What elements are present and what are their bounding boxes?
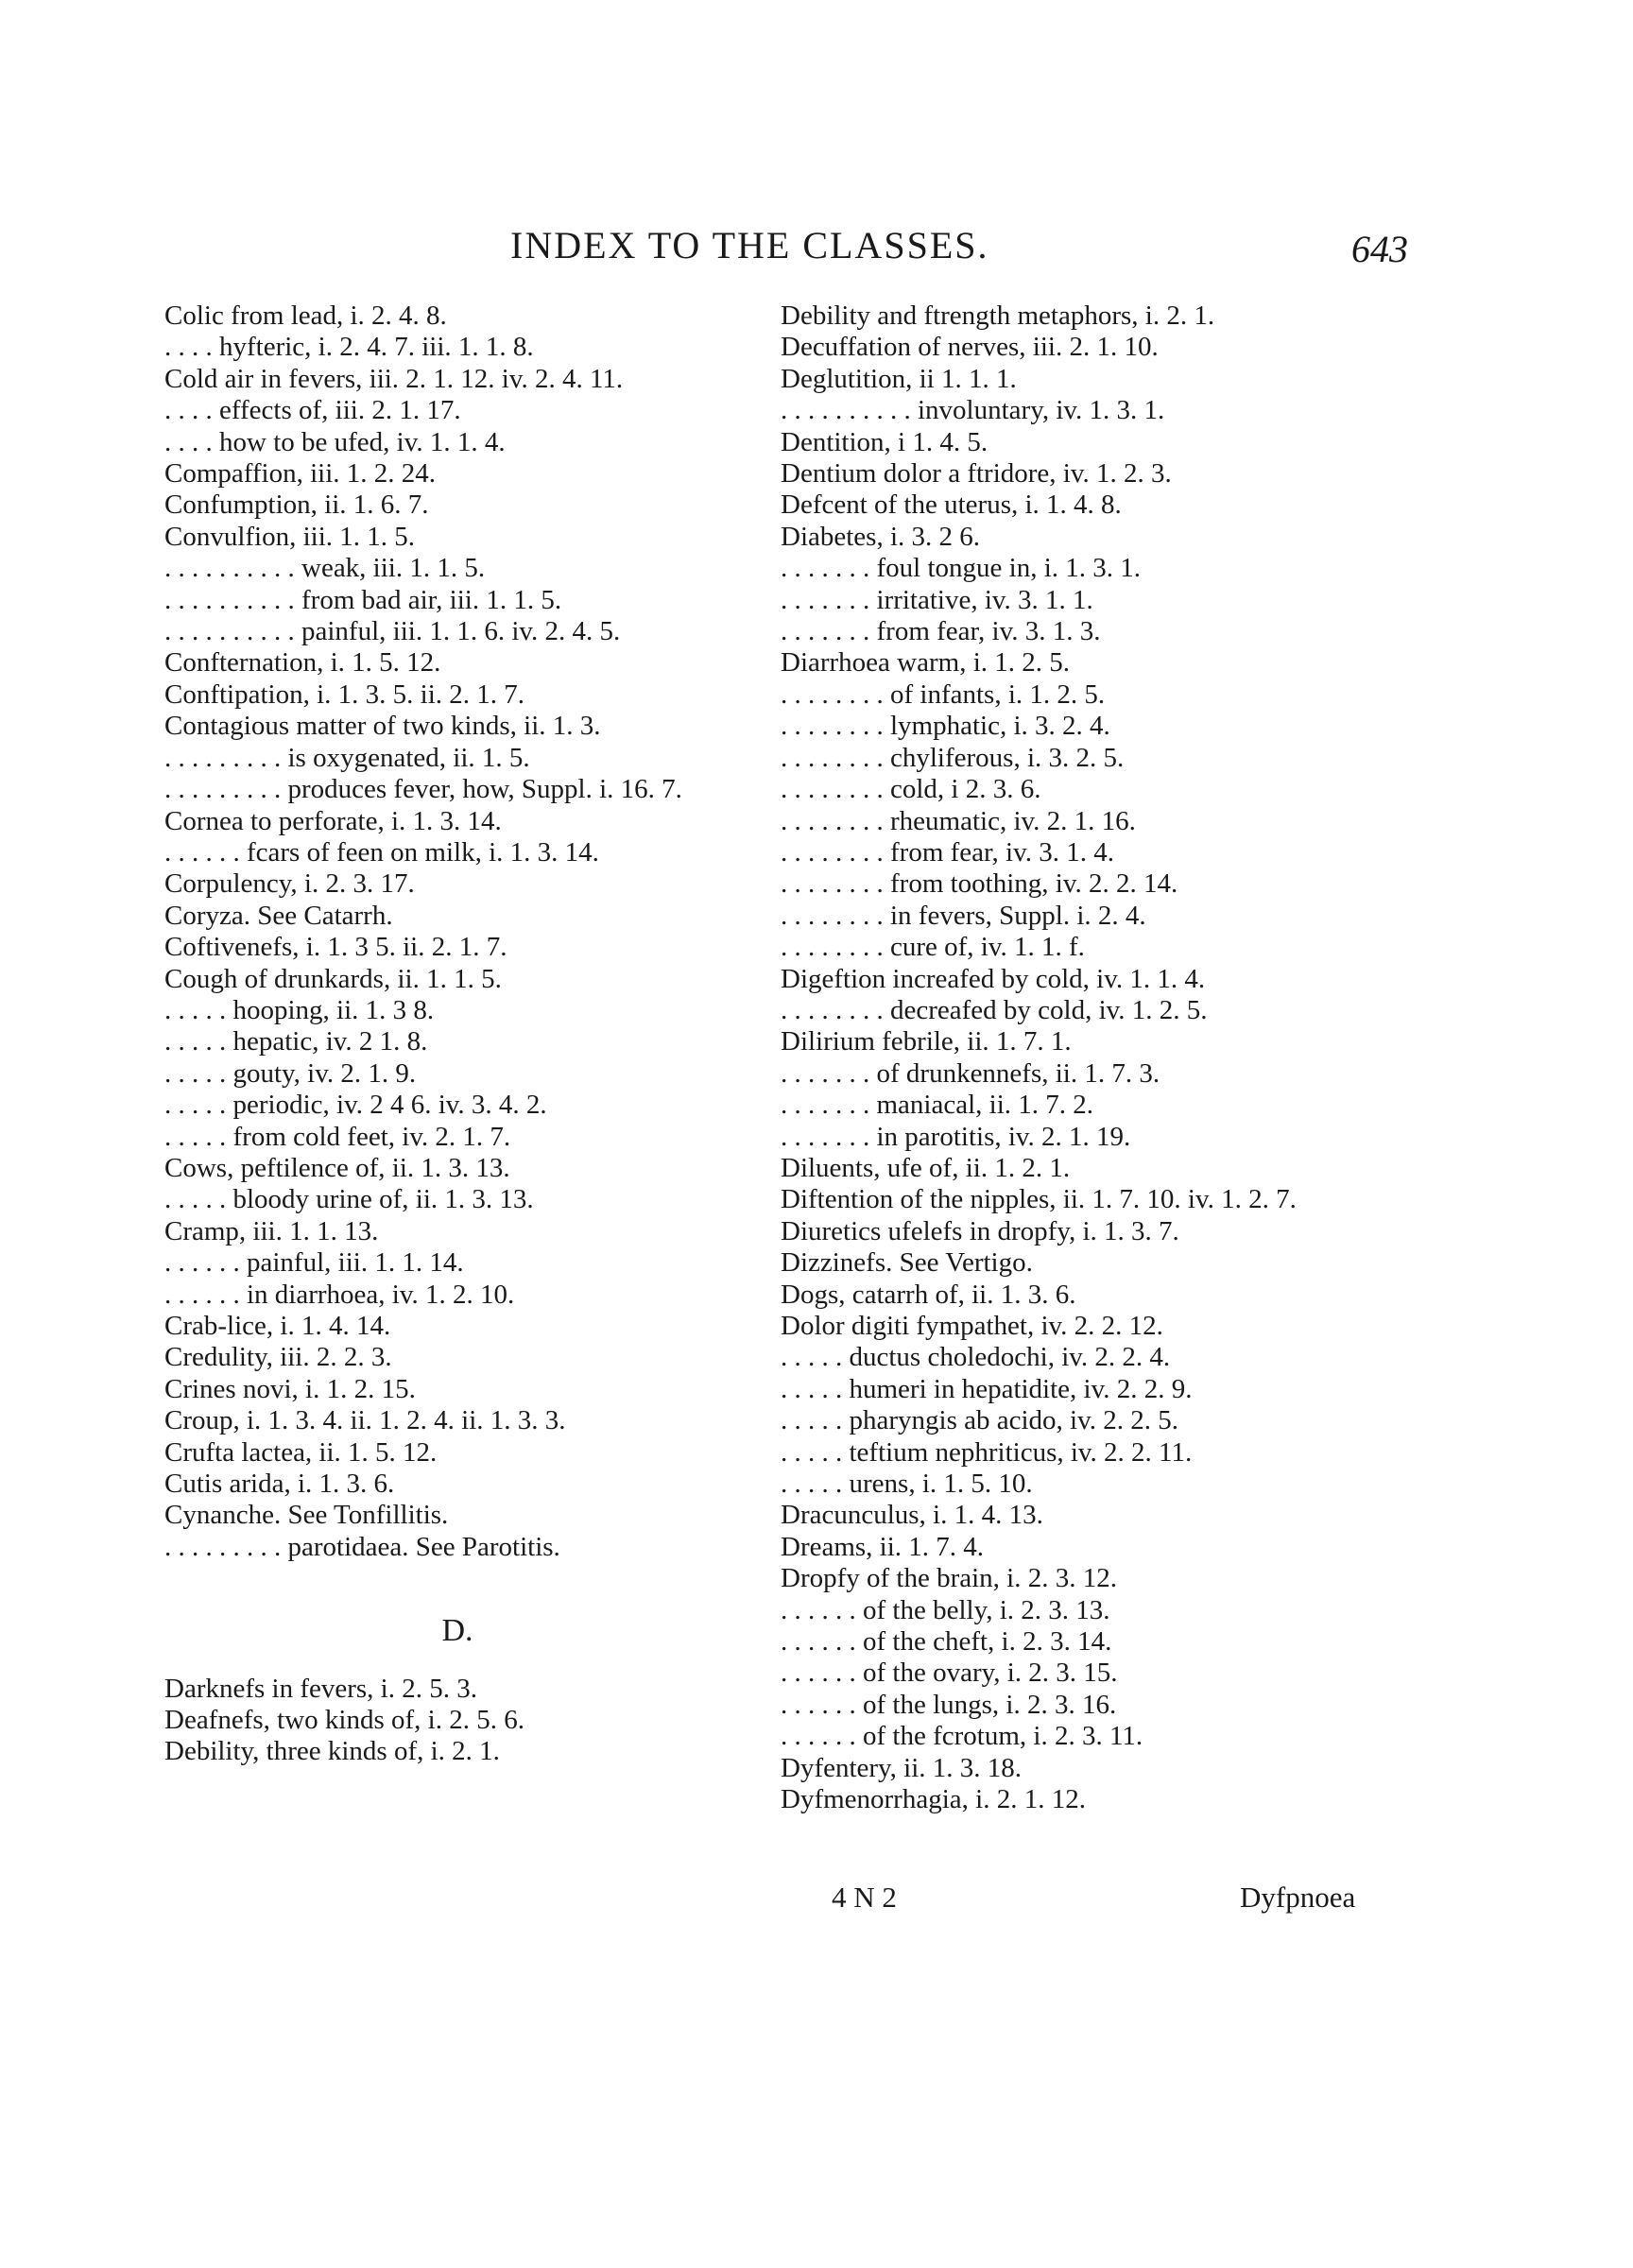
index-entry: Convulfion, iii. 1. 1. 5. — [164, 521, 416, 552]
index-entry: . . . . . hepatic, iv. 2 1. 8. — [164, 1026, 428, 1057]
index-entry: Dreams, ii. 1. 7. 4. — [781, 1531, 985, 1562]
index-entry: . . . . . . . . . . painful, iii. 1. 1. 6. iv. 2. 4. 5. — [164, 616, 621, 647]
index-entry: . . . . . . . . . is oxygenated, ii. 1. 5. — [164, 742, 530, 773]
index-entry: Crufta lactea, ii. 1. 5. 12. — [164, 1436, 438, 1468]
index-entry: Deafnefs, two kinds of, i. 2. 5. 6. — [164, 1705, 524, 1736]
index-entry: . . . . . . . . . . from bad air, iii. 1. 1. 5. — [164, 584, 562, 615]
index-entry: Cows, peftilence of, ii. 1. 3. 13. — [164, 1152, 510, 1183]
index-entry: . . . . . . of the lungs, i. 2. 3. 16. — [781, 1689, 1117, 1720]
index-entry: . . . . . . . . . . weak, iii. 1. 1. 5. — [164, 553, 486, 584]
index-entry: Dentition, i 1. 4. 5. — [781, 426, 988, 457]
index-entry: Dolor digiti fympathet, iv. 2. 2. 12. — [781, 1311, 1163, 1341]
index-entry: Crab-lice, i. 1. 4. 14. — [164, 1311, 391, 1341]
section-heading-d: D. — [441, 1613, 473, 1649]
index-entry: Dracunculus, i. 1. 4. 13. — [781, 1500, 1043, 1531]
catchword: Dyfpnoea — [1240, 1881, 1356, 1914]
index-entry: Cold air in fevers, iii. 2. 1. 12. iv. 2. 4. 11. — [164, 363, 624, 394]
index-entry: Confternation, i. 1. 5. 12. — [164, 647, 441, 679]
index-entry: Digeftion increafed by cold, iv. 1. 1. 4. — [781, 963, 1206, 994]
index-entry: . . . . . ductus choledochi, iv. 2. 2. 4. — [781, 1342, 1171, 1373]
index-entry: . . . . . bloody urine of, ii. 1. 3. 13. — [164, 1184, 534, 1215]
index-entry: . . . . . . . . . parotidaea. See Parotitis. — [164, 1531, 560, 1562]
index-entry: Dentium dolor a ftridore, iv. 1. 2. 3. — [781, 458, 1172, 490]
index-entry: . . . . . . . of drunkennefs, ii. 1. 7. 3. — [781, 1057, 1160, 1089]
index-entry: . . . . . . painful, iii. 1. 1. 14. — [164, 1247, 464, 1279]
index-entry: . . . . . . . . . . involuntary, iv. 1. 3. 1. — [781, 395, 1165, 426]
index-entry: . . . . . . . . cure of, iv. 1. 1. f. — [781, 932, 1085, 963]
index-entry: . . . . . gouty, iv. 2. 1. 9. — [164, 1057, 417, 1089]
index-entry: . . . . . . of the ovary, i. 2. 3. 15. — [781, 1658, 1118, 1689]
index-entry: Dyfentery, ii. 1. 3. 18. — [781, 1752, 1023, 1783]
index-entry: . . . . . . . irritative, iv. 3. 1. 1. — [781, 584, 1093, 615]
index-entry: Cough of drunkards, ii. 1. 1. 5. — [164, 963, 502, 994]
index-entry: . . . . . periodic, iv. 2 4 6. iv. 3. 4. 2. — [164, 1090, 547, 1121]
index-entry: . . . . . . of the fcrotum, i. 2. 3. 11. — [781, 1721, 1143, 1752]
index-entry: Cynanche. See Tonfillitis. — [164, 1500, 449, 1531]
index-entry: Credulity, iii. 2. 2. 3. — [164, 1342, 392, 1373]
index-entry: . . . . . from cold feet, iv. 2. 1. 7. — [164, 1121, 511, 1152]
signature-mark: 4 N 2 — [832, 1881, 897, 1914]
index-entry: . . . . . . . . from fear, iv. 3. 1. 4. — [781, 836, 1114, 868]
index-entry: . . . . . hooping, ii. 1. 3 8. — [164, 994, 435, 1025]
index-entry: . . . . . . . maniacal, ii. 1. 7. 2. — [781, 1090, 1094, 1121]
index-entry: Dyfmenorrhagia, i. 2. 1. 12. — [781, 1784, 1086, 1815]
index-entry: Deglutition, ii 1. 1. 1. — [781, 363, 1017, 394]
index-entry: . . . . . . . in parotitis, iv. 2. 1. 19. — [781, 1121, 1131, 1152]
index-entry: . . . . . urens, i. 1. 5. 10. — [781, 1469, 1033, 1500]
index-entry: Confumption, ii. 1. 6. 7. — [164, 490, 429, 521]
index-entry: Cornea to perforate, i. 1. 3. 14. — [164, 805, 502, 836]
index-entry: Cutis arida, i. 1. 3. 6. — [164, 1469, 395, 1500]
index-entry: Colic from lead, i. 2. 4. 8. — [164, 301, 447, 331]
index-entry: Cramp, iii. 1. 1. 13. — [164, 1215, 379, 1246]
index-entry: . . . . . . . . in fevers, Suppl. i. 2. 4. — [781, 900, 1146, 931]
index-entry: . . . . . . . . decreafed by cold, iv. 1. 2. 5. — [781, 994, 1208, 1025]
index-entry: Diftention of the nipples, ii. 1. 7. 10. iv. 1. 2. 7. — [781, 1184, 1297, 1215]
index-entry: . . . . effects of, iii. 2. 1. 17. — [164, 395, 461, 426]
index-entry: Coftivenefs, i. 1. 3 5. ii. 2. 1. 7. — [164, 932, 507, 963]
index-entry: Darknefs in fevers, i. 2. 5. 3. — [164, 1673, 477, 1704]
index-entry: . . . . how to be ufed, iv. 1. 1. 4. — [164, 426, 506, 457]
page-number: 643 — [1351, 228, 1408, 270]
index-entry: Dogs, catarrh of, ii. 1. 3. 6. — [781, 1279, 1076, 1310]
index-entry: . . . . . teftium nephriticus, iv. 2. 2. 11. — [781, 1436, 1193, 1468]
index-entry: . . . . . . of the cheft, i. 2. 3. 14. — [781, 1626, 1112, 1658]
index-entry: Diarrhoea warm, i. 1. 2. 5. — [781, 647, 1071, 679]
index-entry: . . . . . humeri in hepatidite, iv. 2. 2. 9. — [781, 1373, 1193, 1404]
index-entry: Crines novi, i. 1. 2. 15. — [164, 1373, 416, 1404]
index-entry: . . . . . . . . from toothing, iv. 2. 2. 14. — [781, 868, 1178, 900]
index-entry: . . . . . pharyngis ab acido, iv. 2. 2. 5. — [781, 1405, 1178, 1436]
index-entry: . . . . . . . . cold, i 2. 3. 6. — [781, 774, 1041, 805]
index-entry: Diluents, ufe of, ii. 1. 2. 1. — [781, 1152, 1071, 1183]
index-entry: . . . . . . . . of infants, i. 1. 2. 5. — [781, 679, 1106, 710]
index-entry: Conftipation, i. 1. 3. 5. ii. 2. 1. 7. — [164, 679, 525, 710]
index-entry: Dilirium febrile, ii. 1. 7. 1. — [781, 1026, 1072, 1057]
index-entry: . . . . . . . foul tongue in, i. 1. 3. 1. — [781, 553, 1142, 584]
index-entry: . . . . . . fcars of feen on milk, i. 1. 3. 14. — [164, 836, 599, 868]
index-entry: . . . . . . . . rheumatic, iv. 2. 1. 16. — [781, 805, 1136, 836]
index-entry: Croup, i. 1. 3. 4. ii. 1. 2. 4. ii. 1. 3. 3. — [164, 1405, 566, 1436]
index-entry: Compaffion, iii. 1. 2. 24. — [164, 458, 437, 490]
index-entry: . . . . . . . from fear, iv. 3. 1. 3. — [781, 616, 1101, 647]
left-column — [164, 301, 750, 1768]
index-entry: . . . . . . . . . produces fever, how, Suppl. i. 16. 7. — [164, 774, 682, 805]
index-entry: Corpulency, i. 2. 3. 17. — [164, 868, 415, 900]
index-entry: Diuretics ufelefs in dropfy, i. 1. 3. 7. — [781, 1215, 1179, 1246]
index-entry: . . . . . . in diarrhoea, iv. 1. 2. 10. — [164, 1279, 515, 1310]
index-entry: Debility and ftrength metaphors, i. 2. 1. — [781, 301, 1215, 331]
index-entry: Debility, three kinds of, i. 2. 1. — [164, 1736, 500, 1767]
right-column — [781, 301, 1376, 1816]
index-entry: . . . . . . of the belly, i. 2. 3. 13. — [781, 1594, 1110, 1625]
page-title: INDEX TO THE CLASSES. — [510, 224, 989, 266]
index-entry: . . . . . . . . chyliferous, i. 3. 2. 5. — [781, 742, 1125, 773]
index-entry: Dizzinefs. See Vertigo. — [781, 1247, 1033, 1279]
index-entry: . . . . . . . . lymphatic, i. 3. 2. 4. — [781, 711, 1110, 742]
index-entry: Coryza. See Catarrh. — [164, 900, 393, 931]
index-entry: Dropfy of the brain, i. 2. 3. 12. — [781, 1563, 1117, 1594]
index-entry: Defcent of the uterus, i. 1. 4. 8. — [781, 490, 1122, 521]
index-entry: Decuffation of nerves, iii. 2. 1. 10. — [781, 332, 1159, 363]
index-entry: Contagious matter of two kinds, ii. 1. 3. — [164, 711, 601, 742]
index-entry: . . . . hyfteric, i. 2. 4. 7. iii. 1. 1. 8. — [164, 332, 534, 363]
index-entry: Diabetes, i. 3. 2 6. — [781, 521, 981, 552]
